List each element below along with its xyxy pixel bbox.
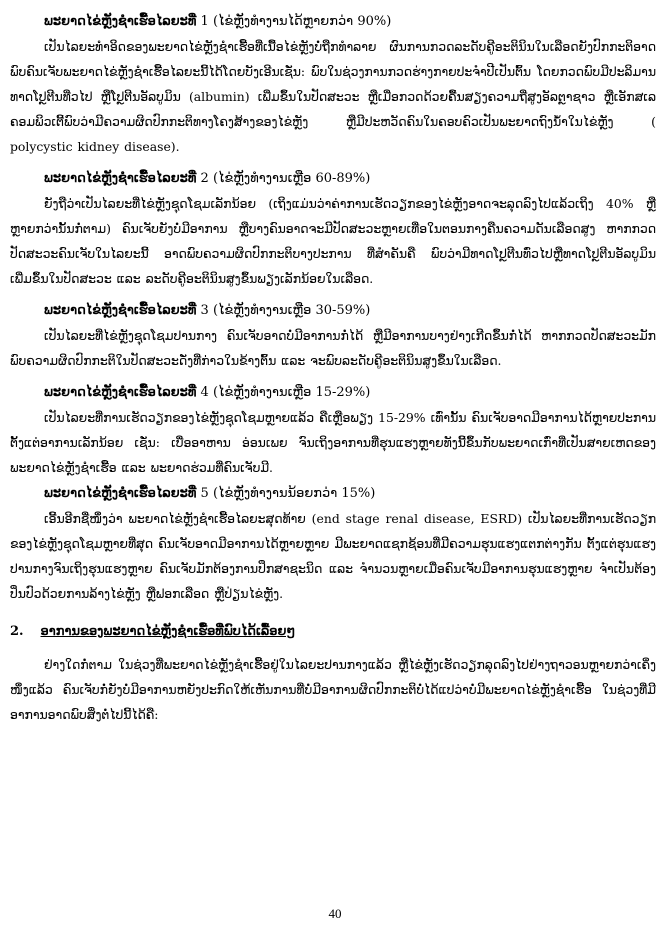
stage-kidney-function: (ໄຂ່ຫຼັງທໍາງານເຫຼືອ 30-59%) <box>212 303 371 318</box>
stage-heading <box>44 381 656 405</box>
stage-heading <box>44 10 656 34</box>
stage-title: ພະຍາດໄຂ່ຫຼັງຊໍາເຮື້ອໄລຍະທີ່ <box>44 303 197 318</box>
stage-block-4 <box>10 381 656 480</box>
stage-description: ເອີ້ນອີກຊື່ໜຶ່ງວ່າ ພະຍາດໄຂ່ຫຼັງຊໍາເຮື້ອໄລຍະສຸດທ້າຍ (end stage renal disease, ESRD) ເປັນໄລຍະທີ່ການເຮັດວຽກຂອງໄຂ່ຫຼັງຊຸດໂຊມຫຼາຍທີ່ສຸດ ຄົນເຈັບອາດມີອາການໄດ້ຫຼາຍຫຼາຍ ມີພະຍາດແຊກຊ້ອນທີ່ມີຄວາມຮຸນແຮງແຕກຕ່າງກັນ ຕັ້ງແຕ່ຮຸນແຮງປານກາງຈົນເຖິງຮຸນແຮງຫຼາຍ ຄົນເຈັບມັກຕ້ອງການປຶກສາຊະນິດ ແລະ ຈໍານວນຫຼາຍເມື່ອຄົນເຈັບມີອາການຮຸນແຮງຫຼາຍ ຈໍາເປັນຕ້ອງປິ່ນປົວດ້ວຍການລ້າງໄຂ່ຫຼັງ ຫຼືຟອກເລືອດ ຫຼືປ່ຽນໄຂ່ຫຼັງ. <box>10 511 656 601</box>
stage-title: ພະຍາດໄຂ່ຫຼັງຊໍາເຮື້ອໄລຍະທີ່ <box>44 14 197 29</box>
stage-kidney-function: (ໄຂ່ຫຼັງທໍາງານເຫຼືອ 60-89%) <box>212 171 371 186</box>
page-number: 40 <box>328 906 342 921</box>
stage-number: 3 <box>200 303 209 318</box>
stage-number: 5 <box>200 486 209 501</box>
stage-block-3 <box>10 299 656 373</box>
stage-number: 4 <box>200 385 209 400</box>
stage-title: ພະຍາດໄຂ່ຫຼັງຊໍາເຮື້ອໄລຍະທີ່ <box>44 171 197 186</box>
stage-title: ພະຍາດໄຂ່ຫຼັງຊໍາເຮື້ອໄລຍະທີ່ <box>44 486 197 501</box>
section-number: 2. <box>10 624 24 639</box>
stage-title: ພະຍາດໄຂ່ຫຼັງຊໍາເຮື້ອໄລຍະທີ່ <box>44 385 197 400</box>
stage-description: ເປັນໄລຍະທໍາອິດຂອງພະຍາດໄຂ່ຫຼັງຊໍາເຮື້ອທີ່ເນື້ອໄຂ່ຫຼັງບໍ່ຖືກທໍາລາຍ ຜົນການກວດລະດັບຄູີອະຕິນິນໃນເລືອດຍັງປົກກະຕິອາດພົບຄົນເຈັບພະຍາດໄຂ່ຫຼັງຊໍາເຮື້ອໄລຍະນີ້ໄດ້ໂດຍບັງເອີນເຊັ່ນ: ພົບໃນຊ່ວງການກວດຮ່າງກາຍປະຈໍາປີເປັນຕົ້ນ ໂດຍກວດພົບມີປະລິມານທາດໂປຼຕີນທີ່ວໄປ ຫຼືໂປຼຕີນອັລບູມິນ (albumin) ເພີ່ມຂຶ້ນໃນປັດສະວະ ຫຼືເມື່ອກວດດ້ວຍຄື້ນສຽງຄວາມຖີ່ສູງອັລຕຼາຊາວ ຫຼືເອັກສເລຄອມພິວເຕີ້ພົບວ່າມີຄວາມຜິດປົກກະຕິທາງໂຄງສ້າງຂອງໄຂ່ຫຼັງ ຫຼືມີປະຫວັດຄົນໃນຄອບຄົວເປັນພະຍາດຖົງນ້ໍາໃນໄຂ່ຫຼັງ ( polycystic kidney disease). <box>10 39 656 154</box>
stage-block-2 <box>10 167 656 291</box>
stage-block-5 <box>10 482 656 606</box>
stage-description: ຍັງຖືວ່າເປັນໄລຍະທີ່ໄຂ່ຫຼັງຊຸດໂຊມເລັກນ້ອຍ (ເຖິງແມ່ນວ່າຄ່າການເຮັດວຽກຂອງໄຂ່ຫຼັງອາດຈະລຸດລົງໄປແລ້ວເຖິງ 40% ຫຼືຫຼາຍກວ່ານັ້ນກໍ່ຕາມ) ຄົນເຈັບຍັງບໍ່ມີອາການ ຫຼືບາງຄົນອາດຈະມີປັດສະວະຫຼາຍເທື່ອໃນຕອນກາງຄືນຄວາມດັນເລືອດສູງ ຫາກກວດປັດສະວະຄົນເຈັບໃນໄລຍະນີ້ ອາດພົບຄວາມຜິດປົກກະຕິບາງປະການ ທີ່ສໍາຄັນຄື ພົບວ່າມີທາດໂປຼຕີນທົ່ວໄປຫຼືທາດໂປຼຕີນອັລບູມິນເພີ່ມຂຶ້ນໃນປັດສະວະ ແລະ ລະດັບຄູີອະຕິນິນສູງຂຶ້ນພຽງເລັກນ້ອຍໃນເລືອດ. <box>10 196 656 286</box>
stage-block-1 <box>10 10 656 159</box>
stage-heading <box>44 299 656 323</box>
section-body: ຢ່າງໃດກໍ່ຕາມ ໃນຊ່ວງທີ່ພະຍາດໄຂ່ຫຼັງຊໍາເຮື້ອຢູ່ໃນໄລຍະປານກາງແລ້ວ ຫຼືໄຂ່ຫຼັງເຮັດວຽກລຸດລົງໄປຢ່າງຖາວອນຫຼາຍກວ່າເຄິ່ງໜຶ່ງແລ້ວ ຄົນເຈັບກໍ່ຍັງບໍ່ມີອາການຫຍັງປະກົດໃຫ້ເຫັນການທີ່ບໍ່ມີອາການຜິດປົກກະຕິບໍ່ໄດ້ແປວ່າບໍ່ມີພະຍາດໄຂ່ຫຼັງຊໍາເຮື້ອ ໃນຊ່ວງທີ່ມີອາການອາດພົບສິ່ງຕໍ່ໄປນີ້ໄດ້ຄື: <box>10 657 656 722</box>
stage-kidney-function: (ໄຂ່ຫຼັງທໍາງານໄດ້ຫຼາຍກວ່າ 90%) <box>212 14 392 29</box>
stage-heading <box>44 482 656 506</box>
stage-number: 2 <box>200 171 209 186</box>
stage-heading <box>44 167 656 191</box>
section-heading <box>10 620 656 644</box>
section-title: ອາການຂອງພະຍາດໄຂ່ຫຼັງຊໍາເຮື້ອທີ່ພົບໄດ້ເລື້ອຍໆ <box>40 624 296 639</box>
stage-description: ເປັນໄລຍະທີ່ໄຂ່ຫຼັງຊຸດໂຊມປານກາງ ຄົນເຈັບອາດບໍ່ມີອາການກໍ່ໄດ້ ຫຼືມີອາການບາງຢ່າງເກີດຂຶ້ນກໍ່ໄດ້ ຫາກກວດປັດສະວະມັກພົບຄວາມຜິດປົກກະຕິໃນປັດສະວະດັ່ງທີ່ກ່າວໃນຂ້າງຕົ້ນ ແລະ ຈະພົບລະດັບຄູີອະຕິນິນສູງຂຶ້ນໃນເລືອດ. <box>10 328 656 368</box>
stage-kidney-function: (ໄຂ່ຫຼັງທໍາງານເຫຼືອ 15-29%) <box>212 385 371 400</box>
stage-kidney-function: (ໄຂ່ຫຼັງທໍາງານນ້ອຍກວ່າ 15%) <box>212 486 376 501</box>
stage-number: 1 <box>200 14 209 29</box>
stage-description: ເປັນໄລຍະທີ່ການເຮັດວຽກຂອງໄຂ່ຫຼັງຊຸດໂຊມຫຼາຍແລ້ວ ຄືເຫຼືອພຽງ 15-29% ເທົ່ານັ້ນ ຄົນເຈັບອາດມີອາການໄດ້ຫຼາຍປະການ ຕັ້ງແຕ່ອາການເລັກນ້ອຍ ເຊັ່ນ: ເບື່ອອາຫານ ອ່ອນເພຍ ຈົນເຖິງອາການທີ່ຮຸນແຮງຫຼາຍທັງນີ້ຂຶ້ນກັບພະຍາດເກົ່າທີ່ເປັນສາຍເຫດຂອງພະຍາດໄຂ່ຫຼັງຊໍາເຮື້ອ ແລະ ພະຍາດຮ່ວມທີ່ຄົນເຈັບມີ. <box>10 410 656 475</box>
